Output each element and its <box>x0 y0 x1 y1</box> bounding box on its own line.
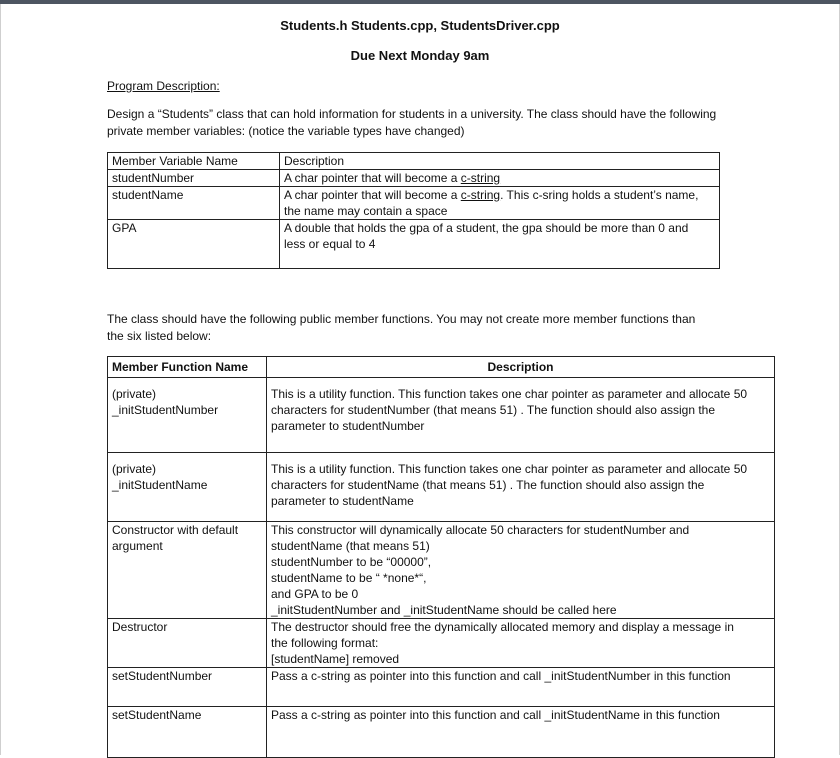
variable-name: studentName <box>108 187 280 220</box>
table-row <box>108 378 775 453</box>
description-line-1: Design a “Students” class that can hold information for students in a university. The class should have the following <box>107 107 717 121</box>
table-row <box>108 453 775 522</box>
function-name: setStudentNumber <box>108 668 267 707</box>
function-description: This constructor will dynamically allocate 50 characters for studentNumber and studentName (that means 51) studentNumber to be “00000”, studentName to be “ *none*“, and GPA to be 0 _initStudentNumber and _initStudentName should be called here <box>267 522 775 619</box>
due-date: Due Next Monday 9am <box>350 48 490 63</box>
column-header: Description <box>267 357 775 378</box>
table-row <box>108 668 775 707</box>
variable-description: A char pointer that will become a c-string. This c-sring holds a student’s name, the name may contain a space <box>280 187 720 220</box>
table-row <box>108 522 775 619</box>
function-description: The destructor should free the dynamically allocated memory and display a message in the following format: [studentName] removed <box>267 619 775 668</box>
column-header: Description <box>280 153 720 170</box>
function-name: (private) _initStudentName <box>108 453 267 522</box>
table-row <box>108 220 720 269</box>
functions-intro-line-1: The class should have the following public member functions. You may not create more member functions than <box>107 312 696 326</box>
function-name: (private) _initStudentNumber <box>108 378 267 453</box>
window-top-bar <box>0 0 840 4</box>
variable-name: studentNumber <box>108 170 280 187</box>
function-name: Destructor <box>108 619 267 668</box>
table-row <box>108 619 775 668</box>
page-left-edge <box>0 4 1 755</box>
c-string-term: c-string <box>460 188 501 202</box>
member-functions-table <box>107 356 775 758</box>
table-row <box>108 170 720 187</box>
functions-intro-line-2: the six listed below: <box>107 329 212 343</box>
function-description: Pass a c-string as pointer into this function and call _initStudentName in this function <box>267 707 775 758</box>
function-description: This is a utility function. This function takes one char pointer as parameter and allocate 50 characters for studentNumber (that means 51) . The function should also assign the parameter to studentNumber <box>267 378 775 453</box>
column-header: Member Variable Name <box>108 153 280 170</box>
description-line-2: private member variables: (notice the variable types have changed) <box>107 124 465 138</box>
table-row <box>108 187 720 220</box>
table-row <box>108 707 775 758</box>
function-name: Constructor with default argument <box>108 522 267 619</box>
column-header: Member Function Name <box>108 357 267 378</box>
variable-name: GPA <box>108 220 280 269</box>
c-string-term: c-string <box>460 171 501 185</box>
assignment-files-title: Students.h Students.cpp, StudentsDriver.cpp <box>280 18 560 33</box>
function-name: setStudentName <box>108 707 267 758</box>
program-description-heading: Program Description: <box>107 79 220 93</box>
table-header-row <box>108 153 720 170</box>
variable-description: A double that holds the gpa of a student, the gpa should be more than 0 and less or equal to 4 <box>280 220 720 269</box>
member-variables-table <box>107 152 720 269</box>
table-header-row <box>108 357 775 378</box>
function-description: Pass a c-string as pointer into this function and call _initStudentNumber in this function <box>267 668 775 707</box>
function-description: This is a utility function. This function takes one char pointer as parameter and allocate 50 characters for studentName (that means 51) . The function should also assign the parameter to studentName <box>267 453 775 522</box>
variable-description: A char pointer that will become a c-string <box>280 170 720 187</box>
